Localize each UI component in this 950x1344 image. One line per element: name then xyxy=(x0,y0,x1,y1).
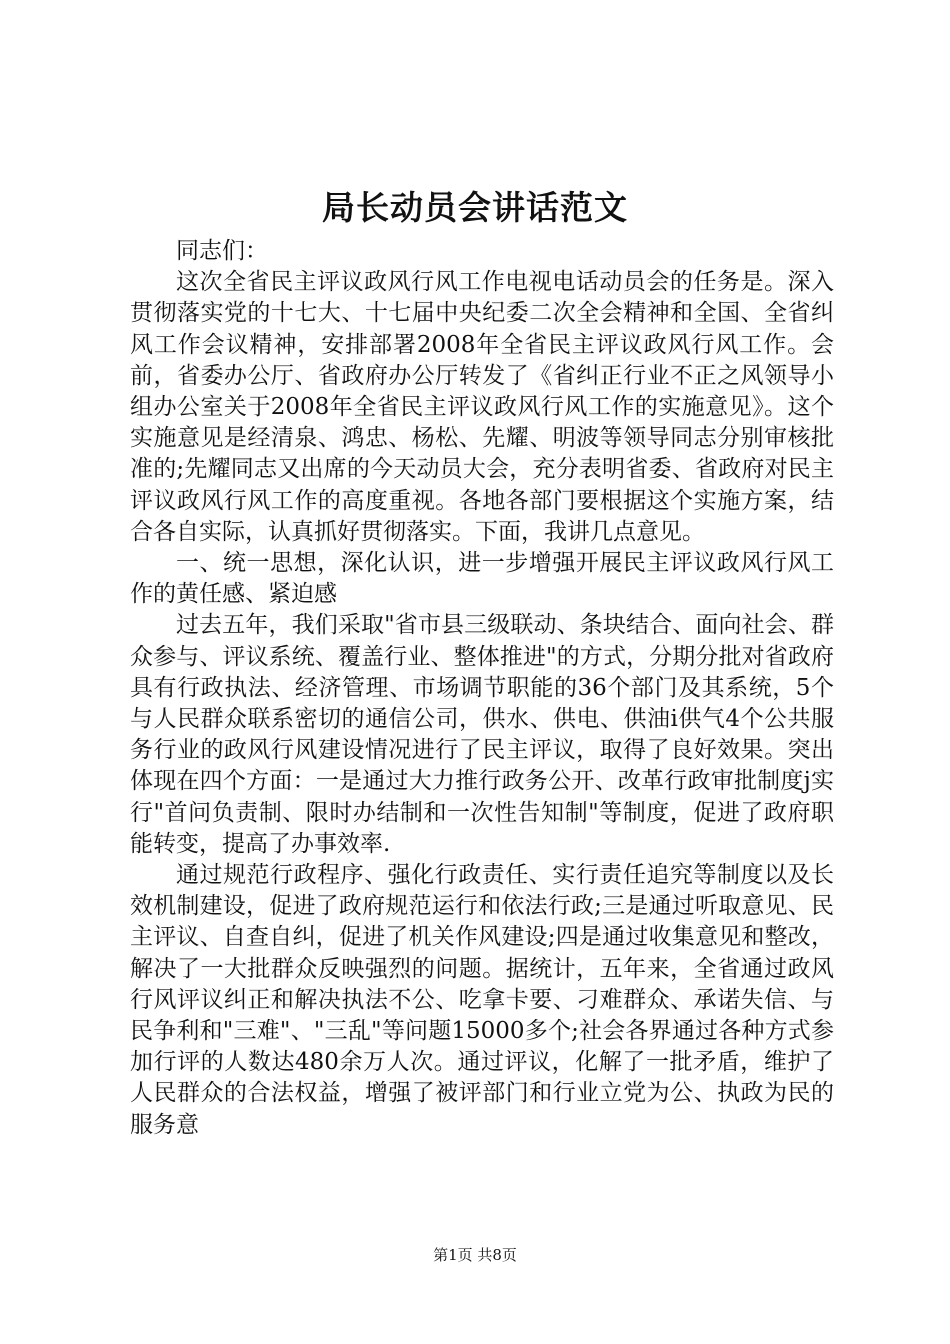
page-footer: 第1页 共8页 xyxy=(433,1246,517,1264)
greeting-paragraph: 同志们： xyxy=(176,238,268,264)
body-paragraph-1: 过去五年，我们采取"省市县三级联动、条块结合、面向社会、群众参与、评议系统、覆盖行业、整体推进"的方式，分期分批对省政府具有行政执法、经济管理、市场调节职能的36个部门及其系统，5个与人民群众联系密切的通信公司，供水、供电、供油i供气4个公共服务行业的政风行风建设情况进行了民主评议，取得了良好效果。突出体现在四个方面：一是通过大力推行政务公开、改革行政审批制度j实行"首问负责制、限时办结制和一次性告知制"等制度，促进了政府职能转变，提高了办事效率. xyxy=(130,612,834,857)
document-body xyxy=(130,236,834,1141)
body-paragraph-2: 通过规范行政程序、强化行政责任、实行责任追究等制度以及长效机制建设，促进了政府规范运行和依法行政;三是通过听取意见、民主评议、自查自纠，促进了机关作风建设;四是通过收集意见和整改，解决了一大批群众反映强烈的问题。据统计，五年来，全省通过政风行风评议纠正和解决执法不公、吃拿卡要、刁难群众、承诺失信、与民争利和"三难"、"三乱"等问题15000多个;社会各界通过各种方式参加行评的人数达480余万人次。通过评议，化解了一批矛盾，维护了人民群众的合法权益，增强了被评部门和行业立党为公、执政为民的服务意 xyxy=(130,862,834,1138)
section-heading-1: 一、统一思想，深化认识，进一步增强开展民主评议政风行风工作的黄任感、紧迫感 xyxy=(130,550,834,608)
document-title: 局长动员会讲话范文 xyxy=(322,188,628,227)
intro-paragraph: 这次全省民主评议政风行风工作电视电话动员会的任务是。深入贯彻落实党的十七大、十七届中央纪委二次全会精神和全国、全省纠风工作会议精神，安排部署2008年全省民主评议政风行风工作。会前，省委办公厅、省政府办公厅转发了《省纠正行业不正之风领导小组办公室关于2008年全省民主评议政风行风工作的实施意见》。这个实施意见是经清泉、鸿忠、杨松、先耀、明波等领导同志分别审核批准的;先耀同志又出席的今天动员大会，充分表明省委、省政府对民主评议政风行风工作的高度重视。各地各部门要根据这个实施方案，结合各自实际，认真抓好贯彻落实。下面，我讲几点意见。 xyxy=(130,269,834,545)
